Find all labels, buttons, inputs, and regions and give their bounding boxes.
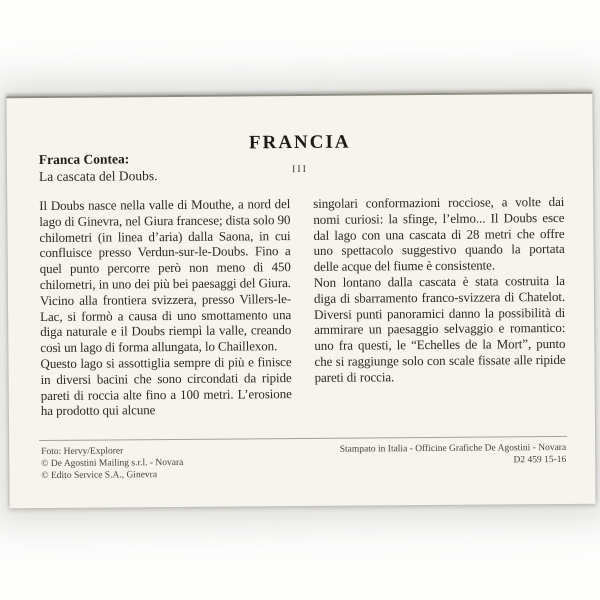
card-subtitle: La cascata del Doubs. <box>38 168 158 185</box>
body-text <box>39 194 566 419</box>
text-column-left <box>39 196 292 419</box>
photo-credit: Foto: Hervy/Explorer <box>41 446 124 458</box>
postcard-back <box>6 92 595 509</box>
series-numeral: III <box>291 163 309 176</box>
card-footer <box>41 442 566 482</box>
region-title: Franca Contea: <box>38 151 130 168</box>
paragraph: singolari conformazioni rocciose, a volte dai nomi curiosi: la sfinge, l’elmo... Il Doubs esce dal lago con una cascata di 28 metri che offre uno spettacolo suggestivo quando la portata delle acque del fiume è consistente. <box>313 193 565 275</box>
footer-divider <box>39 436 567 441</box>
catalog-number: D2 459 15-16 <box>513 454 567 466</box>
publisher-credit: © De Agostini Mailing s.r.l. - Novara <box>41 457 184 470</box>
text-column-right <box>313 194 566 417</box>
paragraph: Non lontano dalla cascata è stata costruita la diga di sbarramento franco-svizzera di Chatelot. Diversi punti panoramici danno la possibilità di ammirare un paesaggio selvaggio e romantico: uno fra questi, le “Echelles de la Mort”, punto che si raggiunge solo con scale fissate alle ripide pareti di roccia. <box>313 272 566 385</box>
licensee-credit: © Edito Service S.A., Ginevra <box>41 470 158 482</box>
printer-credit: Stampato in Italia - Officine Grafiche De Agostini - Novara <box>339 442 567 455</box>
credits-left <box>41 445 183 482</box>
card-header-left <box>39 150 158 185</box>
paragraph: Il Doubs nasce nella valle di Mouthe, a nord del lago di Ginevra, nel Giura francese; dista solo 90 chilometri (in linea d’aria) dalla Saona, in cui confluisce presso Verdun-sur-le-Doubs. Fino a quel punto percorre però non meno di 450 chilometri, in uno dei più bei paesaggi del Giura. Vicino alla frontiera svizzera, presso Villers-le-Lac, si formò a causa di uno smottamento una diga naturale e il Doubs riempì la valle, creando così un lago di forma allungata, lo Chaillexon. <box>39 196 292 356</box>
country-title: FRANCIA <box>248 131 351 154</box>
credits-right <box>340 442 567 480</box>
paragraph: Questo lago si assottiglia sempre di più e finisce in diversi bacini che sono circondati da ripide pareti di roccia alte fino a 100 metri. L’erosione ha prodotto qui alcune <box>40 354 292 419</box>
